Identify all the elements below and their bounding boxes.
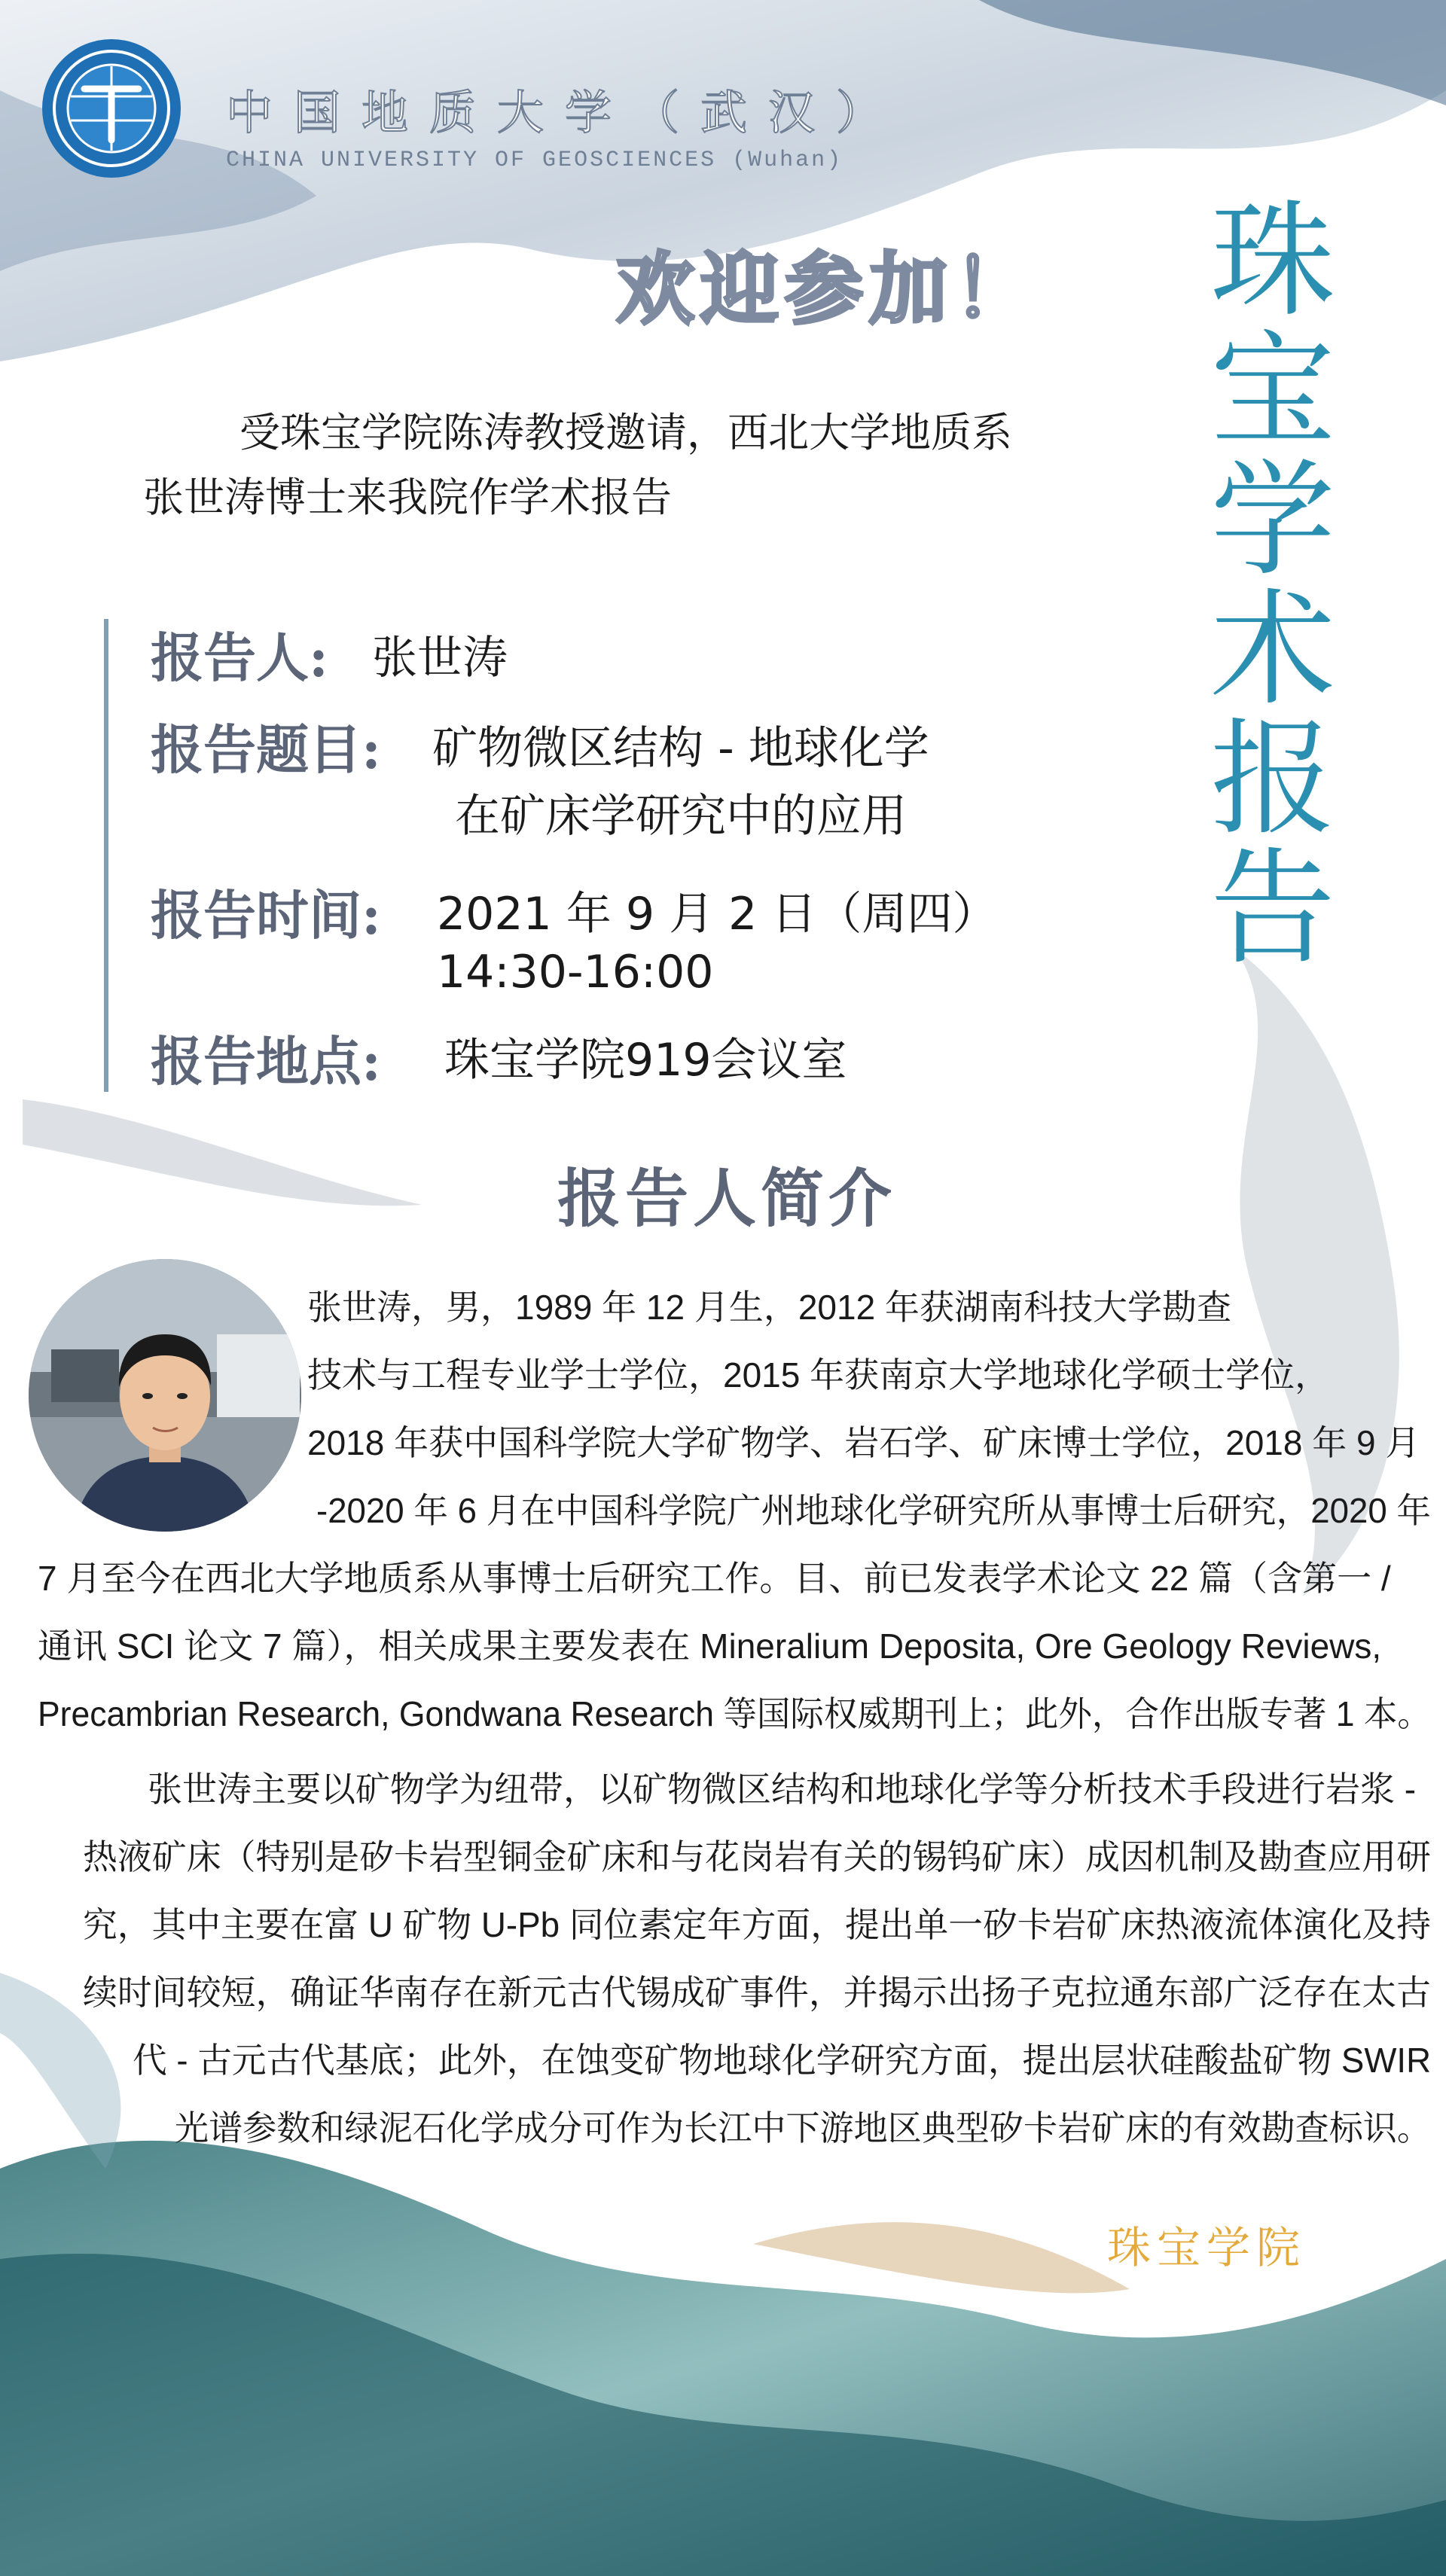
- bio-line: Precambrian Research, Gondwana Research 等国际权威期刊上；此外，合作出版专著 1 本。: [38, 1694, 1431, 1733]
- place-value: 珠宝学院919会议室: [444, 1034, 847, 1087]
- bio-line: 张世涛主要以矿物学为纽带，以矿物微区结构和地球化学等分析技术手段进行岩浆 -: [148, 1770, 1417, 1809]
- vertical-title-char: 珠: [1210, 189, 1335, 334]
- vertical-title-char: 告: [1210, 837, 1335, 982]
- speaker-value: 张世涛: [372, 632, 508, 684]
- place-label: 报告地点:: [151, 1030, 381, 1093]
- university-logo: [39, 36, 184, 181]
- bio-line: 代 - 古元古代基底；此外，在蚀变矿物地球化学研究方面，提出层状硅酸盐矿物 SWIR: [133, 2041, 1432, 2080]
- bio-line: 7 月至今在西北大学地质系从事博士后研究工作。目、前已发表学术论文 22 篇（含第一 /: [38, 1559, 1391, 1598]
- vertical-title-char: 报: [1210, 707, 1335, 852]
- speaker-photo: [29, 1259, 301, 1532]
- bio-line: 究，其中主要在富 U 矿物 U-Pb 同位素定年方面，提出单一矽卡岩矿床热液流体演化及持: [83, 1905, 1431, 1944]
- bio-line: 技术与工程专业学士学位，2015 年获南京大学地球化学硕士学位，: [307, 1355, 1330, 1395]
- topic-label: 报告题目:: [151, 718, 381, 781]
- intro-line: 张世涛博士来我院作学术报告: [143, 474, 672, 521]
- vertical-title: [1205, 189, 1341, 982]
- bio-title: 报告人简介: [557, 1161, 897, 1236]
- bio-line: 续时间较短，确证华南存在新元古代锡成矿事件，并揭示出扬子克拉通东部广泛存在太古: [83, 1973, 1432, 2012]
- topic-value-line2: 在矿床学研究中的应用: [455, 790, 907, 843]
- bio-line: 光谱参数和绿泥石化学成分可作为长江中下游地区典型矽卡岩矿床的有效勘查标识。: [175, 2108, 1431, 2148]
- vertical-title-char: 术: [1210, 578, 1335, 723]
- avatar: [29, 1259, 301, 1532]
- speaker-label: 报告人:: [151, 626, 328, 689]
- welcome-heading: 欢迎参加！: [616, 243, 1039, 335]
- intro-paragraph: [143, 401, 1167, 530]
- logo-emblem-icon: [39, 36, 184, 181]
- footer-signature: 珠宝学院: [1107, 2222, 1307, 2273]
- vertical-title-char: 宝: [1210, 319, 1335, 464]
- topic-value-line1: 矿物微区结构 - 地球化学: [432, 722, 929, 775]
- bio-line: 热液矿床（特别是矽卡岩型铜金矿床和与花岗岩有关的锡钨矿床）成因机制及勘查应用研: [83, 1837, 1432, 1876]
- bio-line: 通讯 SCI 论文 7 篇），相关成果主要发表在 Mineralium Deposita, Ore Geology Reviews,: [38, 1626, 1382, 1666]
- bio-line: 张世涛，男，1989 年 12 月生，2012 年获湖南科技大学勘查: [307, 1288, 1231, 1327]
- vertical-title-char: 学: [1210, 448, 1335, 593]
- bio-line: 2018 年获中国科学院大学矿物学、岩石学、矿床博士学位，2018 年 9 月: [307, 1423, 1420, 1462]
- time-label: 报告时间:: [151, 884, 381, 947]
- university-name-en: CHINA UNIVERSITY OF GEOSCIENCES (Wuhan): [226, 148, 844, 173]
- time-value-hours: 14:30-16:00: [437, 946, 714, 998]
- time-value-date: 2021 年 9 月 2 日（周四）: [437, 888, 998, 940]
- details-divider: [104, 619, 108, 1092]
- university-name-cn: 中国地质大学（武汉）: [226, 85, 905, 140]
- bio-line: -2020 年 6 月在中国科学院广州地球化学研究所从事博士后研究，2020 年: [316, 1491, 1431, 1530]
- intro-line: 受珠宝学院陈涛教授邀请，西北大学地质系: [239, 409, 1012, 456]
